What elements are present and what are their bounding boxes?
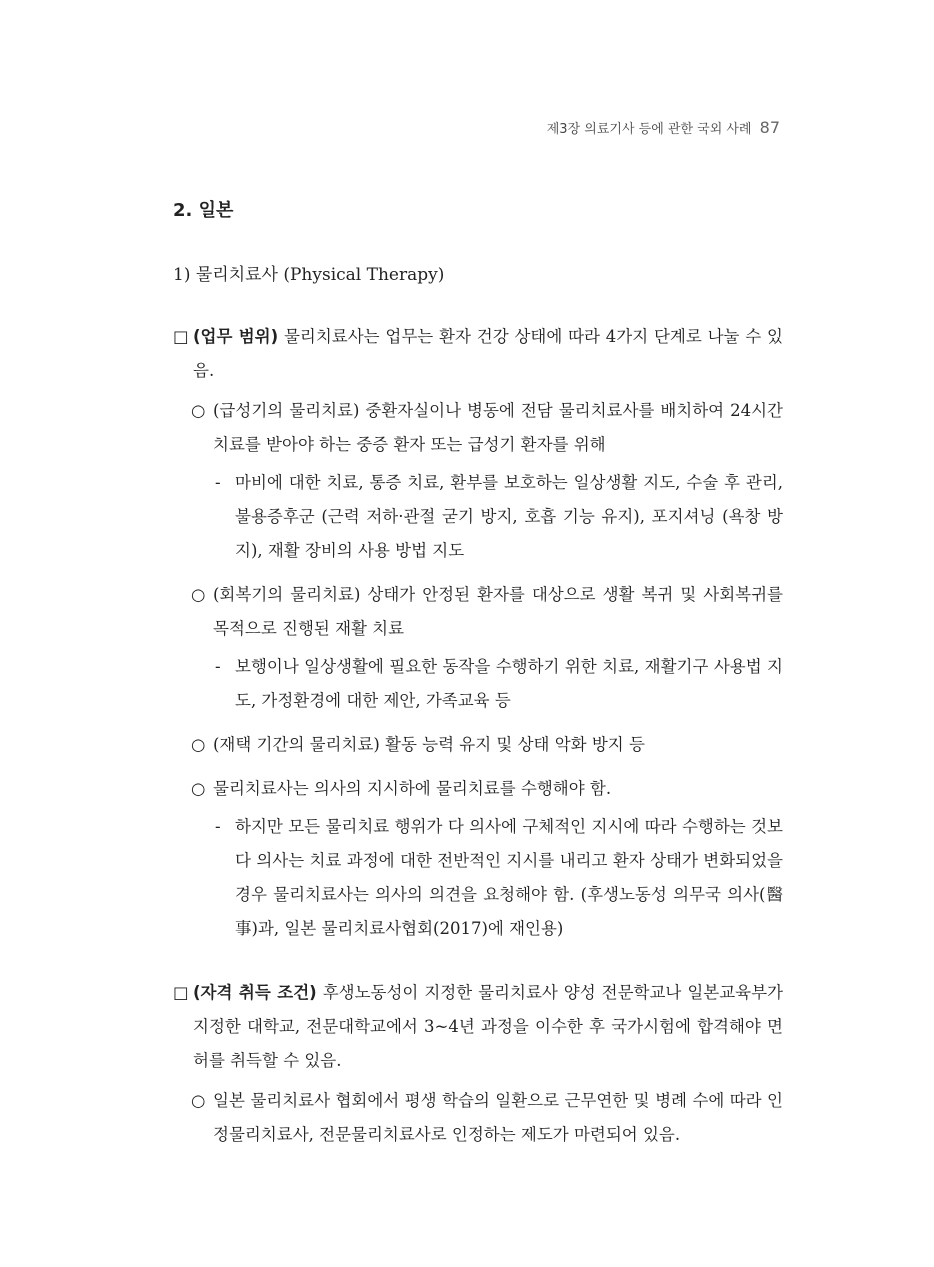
acute-detail [173,466,783,568]
square-bullet-icon: □ [173,327,189,346]
instruction-detail [173,810,783,946]
certification-text: 일본 물리치료사 협회에서 평생 학습의 일환으로 근무연한 및 병례 수에 따라 인정물리치료사, 전문물리치료사로 인정하는 제도가 마련되어 있음. [213,1091,783,1144]
document-body [173,196,783,1152]
dash-bullet-icon: - [215,473,221,492]
dash-bullet-icon: - [215,817,221,836]
qualification-text: 후생노동성이 지정한 물리치료사 양성 전문학교나 일본교육부가 지정한 대학교, 전문대학교에서 3~4년 과정을 이수한 후 국가시험에 합격해야 면허를 취득할 수 있음. [193,983,783,1070]
acute-item [173,394,783,462]
instruction-detail-text: 하지만 모든 물리치료 행위가 다 의사에 구체적인 지시에 따라 수행하는 것보다 의사는 치료 과정에 대한 전반적인 지시를 내리고 환자 상태가 변화되었을 경우 물리치료사는 의사의 의견을 요청해야 함. (후생노동성 의무국 의사(醫事)과, 일본 물리치료사협회(2017)에 재인용) [235,817,783,938]
scope-label: (업무 범위) [193,327,279,346]
recovery-detail-text: 보행이나 일상생활에 필요한 동작을 수행하기 위한 치료, 재활기구 사용법 지도, 가정환경에 대한 제안, 가족교육 등 [235,657,783,710]
recovery-detail [173,650,783,718]
recovery-text: (회복기의 물리치료) 상태가 안정된 환자를 대상으로 생활 복귀 및 사회복귀를 목적으로 진행된 재활 치료 [213,585,783,638]
certification-item [173,1084,783,1152]
square-bullet-icon: □ [173,983,189,1002]
acute-text: (급성기의 물리치료) 중환자실이나 병동에 전담 물리치료사를 배치하여 24시간 치료를 받아야 하는 중증 환자 또는 급성기 환자를 위해 [213,401,783,454]
instruction-text: 물리치료사는 의사의 지시하에 물리치료를 수행해야 함. [213,779,612,798]
circle-bullet-icon: ○ [191,735,206,754]
chapter-title: 제3장 의료기사 등에 관한 국외 사례 [546,122,752,137]
recovery-item [173,578,783,646]
page-number: 87 [759,118,780,137]
circle-bullet-icon: ○ [191,1091,206,1110]
scope-text: 물리치료사는 업무는 환자 건강 상태에 따라 4가지 단계로 나눌 수 있음. [193,327,783,380]
circle-bullet-icon: ○ [191,779,206,798]
circle-bullet-icon: ○ [191,585,206,604]
running-header [547,118,780,137]
subsection-title: 1) 물리치료사 (Physical Therapy) [173,265,445,285]
instruction-item [173,772,783,806]
dash-bullet-icon: - [215,657,221,676]
circle-bullet-icon: ○ [191,401,206,420]
home-text: (재택 기간의 물리치료) 활동 능력 유지 및 상태 악화 방지 등 [213,735,645,754]
qualification-item [173,976,783,1078]
home-item [173,728,783,762]
qualification-label: (자격 취득 조건) [193,983,317,1002]
section-title: 2. 일본 [173,200,234,221]
scope-item [173,320,783,388]
acute-detail-text: 마비에 대한 치료, 통증 치료, 환부를 보호하는 일상생활 지도, 수술 후 관리, 불용증후군 (근력 저하·관절 굳기 방지, 호흡 기능 유지), 포지셔닝 (욕창 방지), 재활 장비의 사용 방법 지도 [235,473,783,560]
